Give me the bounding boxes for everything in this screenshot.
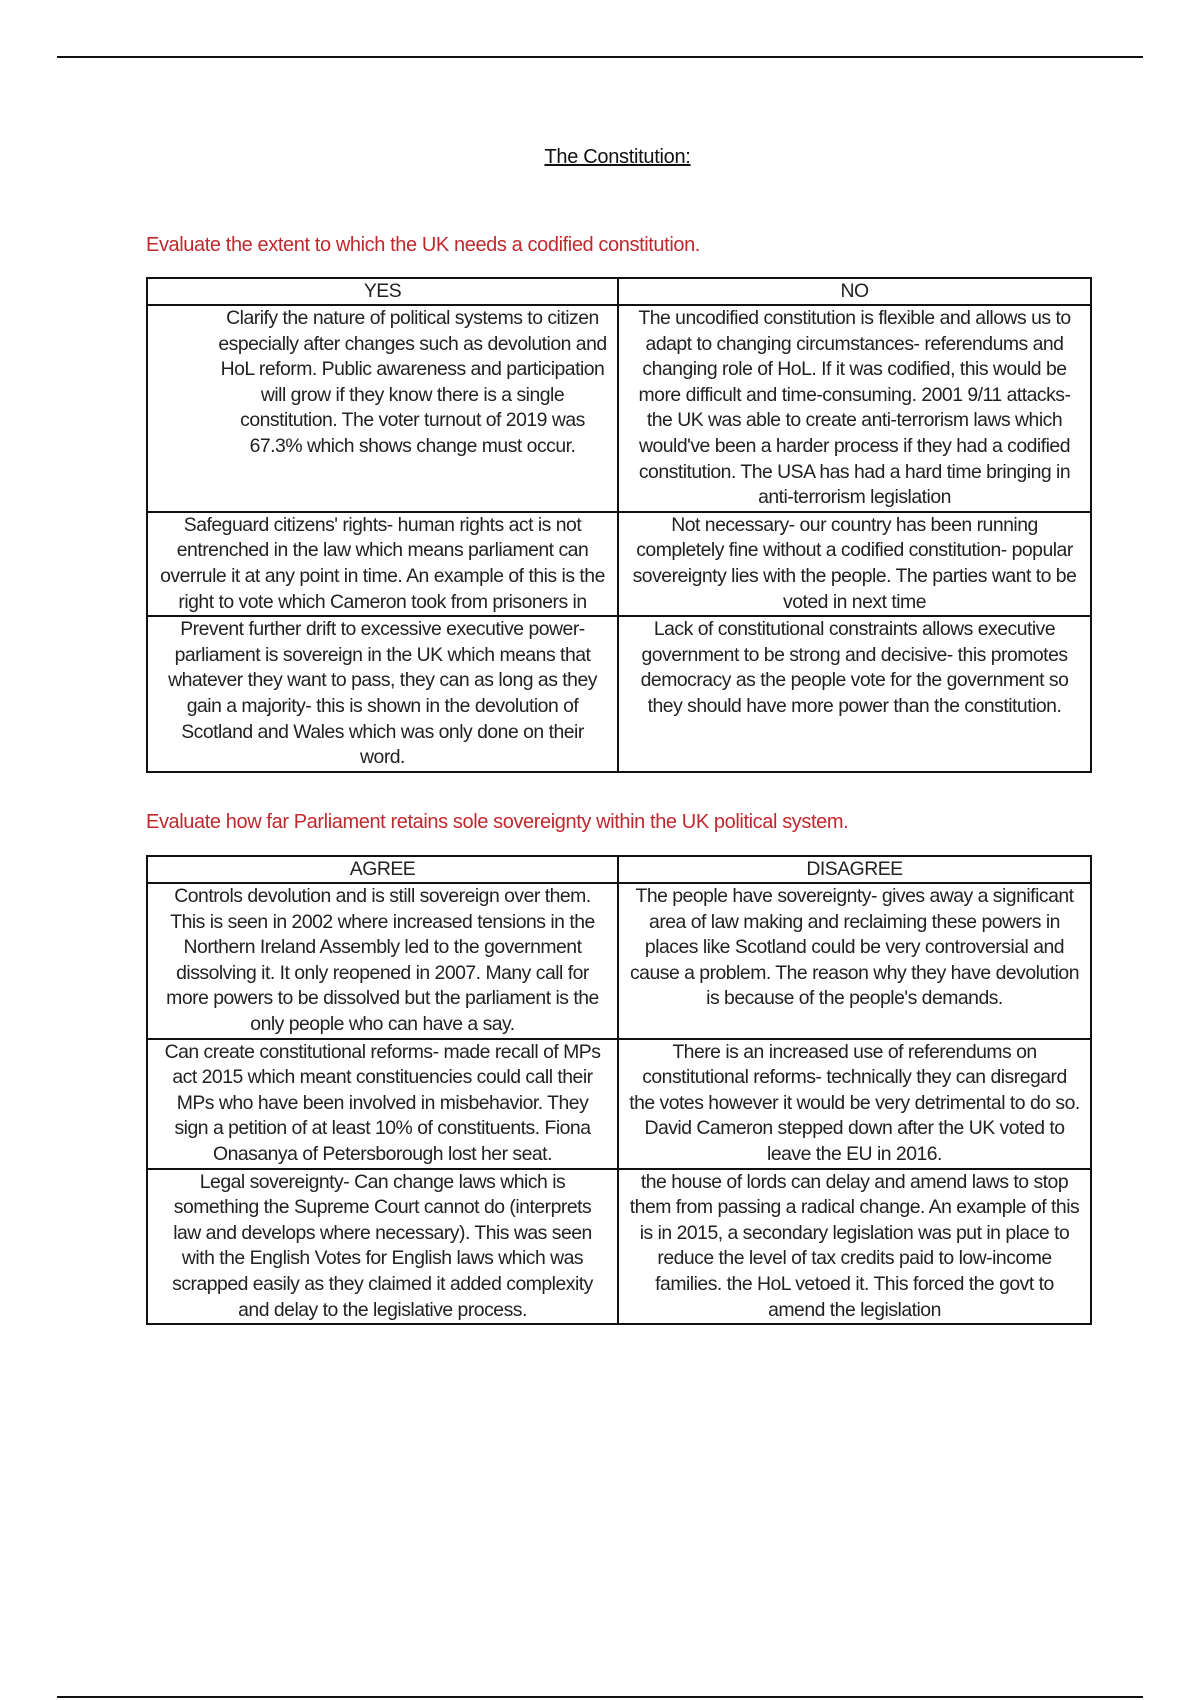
table-row — [147, 1169, 1091, 1325]
table-cell: Clarify the nature of political systems to citizen especially after changes such as devolution and HoL reform. Public awareness and participation will grow if they know there is a single constitution. The voter turnout of 2019 was 67.3% which shows change must occur. — [147, 305, 618, 512]
table-cell: The uncodified constitution is flexible and allows us to adapt to changing circumstances- referendums and changing role of HoL. If it was codified, this would be more difficult and time-consuming. 2001 9/11 attacks- the UK was able to create anti-terrorism laws which would've been a harder process if they had a codified constitution. The USA has had a hard time bringing in anti-terrorism legislation — [618, 305, 1091, 512]
table-header-row — [147, 856, 1091, 883]
table-cell: There is an increased use of referendums on constitutional reforms- technically they can disregard the votes however it would be very detrimental to do so. David Cameron stepped down after the UK voted to leave the EU in 2016. — [618, 1039, 1091, 1169]
table-cell: Prevent further drift to excessive executive power- parliament is sovereign in the UK which means that whatever they want to pass, they can as long as they gain a majority- this is shown in the devolution of Scotland and Wales which was only done on their word. — [147, 616, 618, 772]
table-header-row — [147, 278, 1091, 305]
table-cell: Can create constitutional reforms- made recall of MPs act 2015 which meant constituencies could call their MPs who have been involved in misbehavior. They sign a petition of at least 10% of constituents. Fiona Onasanya of Petersborough lost her seat. — [147, 1039, 618, 1169]
column-header-yes: YES — [147, 278, 618, 305]
table-row — [147, 512, 1091, 616]
top-rule — [57, 56, 1143, 58]
bottom-rule — [57, 1696, 1143, 1698]
table-row — [147, 616, 1091, 772]
question-parliament-sovereignty: Evaluate how far Parliament retains sole sovereignty within the UK political system. — [146, 811, 849, 833]
table-cell: Lack of constitutional constraints allows executive government to be strong and decisive- this promotes democracy as the people vote for the government so they should have more power than the constitution. — [618, 616, 1091, 772]
codified-constitution-table — [146, 277, 1092, 773]
column-header-disagree: DISAGREE — [618, 856, 1091, 883]
parliament-sovereignty-table — [146, 855, 1092, 1325]
page-title: The Constitution: — [544, 146, 691, 168]
table-cell: the house of lords can delay and amend laws to stop them from passing a radical change. An example of this is in 2015, a secondary legislation was put in place to reduce the level of tax credits paid to low-income families. the HoL vetoed it. This forced the govt to amend the legislation — [618, 1169, 1091, 1325]
table-cell: Not necessary- our country has been running completely fine without a codified constitution- popular sovereignty lies with the people. The parties want to be voted in next time — [618, 512, 1091, 616]
table-row — [147, 305, 1091, 512]
table-row — [147, 1039, 1091, 1169]
table-cell: Controls devolution and is still sovereign over them. This is seen in 2002 where increased tensions in the Northern Ireland Assembly led to the government dissolving it. It only reopened in 2007. Many call for more powers to be dissolved but the parliament is the only people who can have a say. — [147, 883, 618, 1039]
table-cell: Safeguard citizens' rights- human rights act is not entrenched in the law which means parliament can overrule it at any point in time. An example of this is the right to vote which Cameron took from prisoners in — [147, 512, 618, 616]
table-cell: Legal sovereignty- Can change laws which is something the Supreme Court cannot do (interprets law and develops where necessary). This was seen with the English Votes for English laws which was scrapped easily as they claimed it added complexity and delay to the legislative process. — [147, 1169, 618, 1325]
table-cell: The people have sovereignty- gives away a significant area of law making and reclaiming these powers in places like Scotland could be very controversial and cause a problem. The reason why they have devolution is because of the people's demands. — [618, 883, 1091, 1039]
table-row — [147, 883, 1091, 1039]
column-header-agree: AGREE — [147, 856, 618, 883]
column-header-no: NO — [618, 278, 1091, 305]
question-codified-constitution: Evaluate the extent to which the UK needs a codified constitution. — [146, 234, 700, 256]
